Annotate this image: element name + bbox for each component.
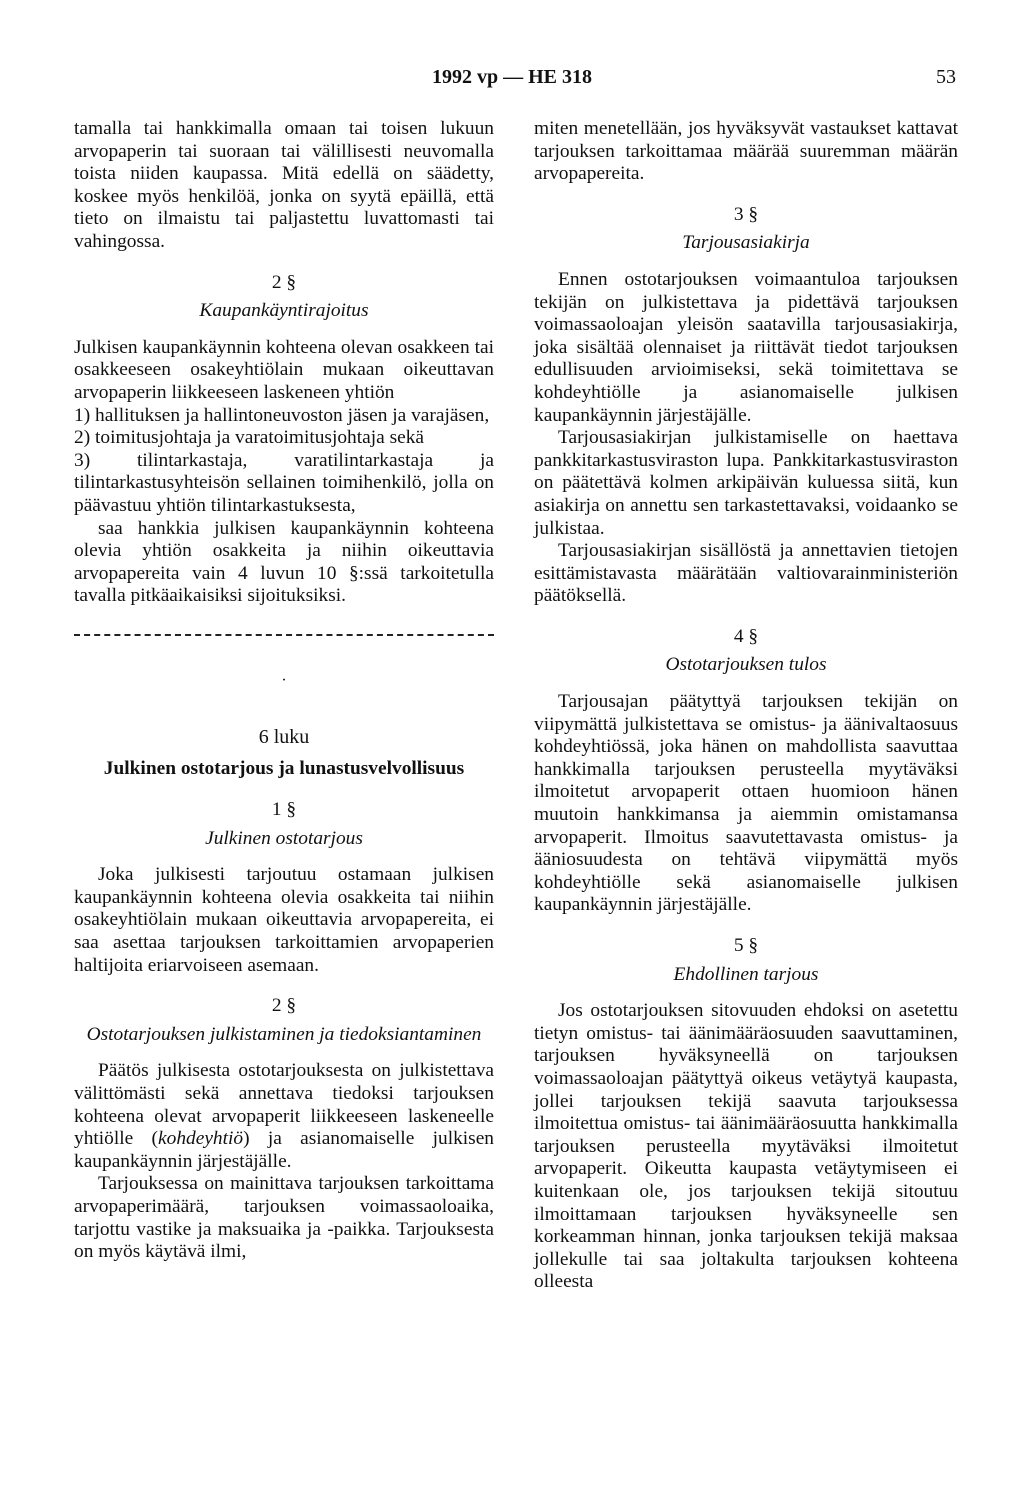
page-header: [0, 66, 1024, 96]
paragraph: Julkisen kaupankäynnin kohteena olevan osakkeen tai osakkeeseen osakeyhtiölain mukaan oikeuttavan arvopaperin liikkeeseen laskeneen yhtiön: [74, 336, 494, 403]
paragraph-text: Päätös julkisesta ostotarjouksesta on julkistettava välittömästi sekä annettava tiedoksi tarjouksen kohteena olevat arvopaperit liikkeeseen laskeneelle yhtiölle (: [74, 1060, 494, 1150]
section-number: 5 §: [733, 935, 759, 956]
section-title: Kaupankäyntirajoitus: [199, 300, 369, 322]
running-title: 1992 vp — HE 318: [431, 66, 593, 88]
paragraph: Ennen ostotarjouksen voimaantuloa tarjouksen tekijän on julkistettava ja pidettävä tarjouksen voimassaoloajan yleisön saatavilla tarjousasiakirja, joka sisältää olennaiset ja riittävät tiedot tarjouksen edullisuuden arvioimiseksi, sekä toimitettava se kohdeyhtiölle ja asianomaiselle julkisen kaupankäynnin järjestäjälle.: [534, 268, 958, 426]
section-title: Julkinen ostotarjous: [205, 827, 363, 849]
paragraph: Tarjousasiakirjan sisällöstä ja annettavien tietojen esittämistavasta määrätään valtiovarainministeriön päätöksellä.: [534, 540, 958, 607]
list-item: 1) hallituksen ja hallintoneuvoston jäsen ja varajäsen,: [74, 404, 490, 426]
paragraph: [74, 1060, 494, 1173]
list-item: 2) toimitusjohtaja ja varatoimitusjohtaja sekä: [74, 427, 425, 449]
page-number: 53: [936, 66, 956, 88]
paragraph: Jos ostotarjouksen sitovuuden ehdoksi on asetettu tietyn omistus- tai äänimääräosuuden saavuttaminen, tarjouksen hyväksyneellä on tarjouksen voimassaoloajan päätyttyä oikeus vetäytyä kaupasta, jollei tarjouksen tekijä saavuta tarjouksessa ilmoitettua omistus- tai äänimääräosuutta hankkimalla tarjouksen perusteella myytäväksi ilmoitetut arvopaperit. Oikeutta kaupasta vetäytymiseen ei kuitenkaan ole, jos tarjouksen tekijä sitoutuu ilmoittamaan tarjouksen hyväksyneelle sen korkeamman hinnan, jonka tarjouksen tekijä maksaa jollekulle tai saa joltakulta tarjouksen kohteena olleesta: [534, 1000, 958, 1293]
section-title: Ostotarjouksen tulos: [665, 654, 827, 676]
chapter-title: Julkinen ostotarjous ja lunastusvelvollisuus: [103, 758, 465, 780]
section-title: Tarjousasiakirja: [682, 232, 810, 254]
section-number: 2 §: [271, 271, 297, 293]
paragraph: saa hankkia julkisen kaupankäynnin kohteena olevia yhtiön osakkeita ja niihin oikeuttavia arvopapereita vain 4 luvun 10 §:ssä tarkoitetulla tavalla pitkäaikaisiksi sijoituksiksi.: [74, 517, 494, 607]
paragraph: Tarjousajan päätyttyä tarjouksen tekijän on viipymättä julkistettava se omistus- ja äänivaltaosuus kohdeyhtiössä, joka hänen on mahdollista saavuttaa hankkimalla tarjouksen perusteella myytäväksi ilmoitetut arvopaperit ottaen huomioon hänen muutoin hankkimansa ja aiemmin omistamansa arvopaperit. Ilmoitus saavutettavasta omistus- ja ääniosuudesta on tehtävä viipymättä myös kohdeyhtiölle sekä asianomaiselle julkisen kaupankäynnin järjestäjälle.: [534, 691, 958, 916]
left-column: [74, 118, 494, 1264]
paragraph: Tarjousasiakirjan julkistamiselle on haettava pankkitarkastusviraston lupa. Pankkitarkastusviraston on päätettävä kolmen arkipäivän kuluessa siitä, kun asiakirja on annettu sen tarkastettavaksi, voidaanko se julkistaa.: [534, 427, 958, 539]
list-item: 3) tilintarkastaja, varatilintarkastaja ja tilintarkastusyhteisön sellainen toimihenkilö, jolla on päävastuu yhtiön tilintarkastuksesta,: [74, 449, 494, 516]
section-title: Ehdollinen tarjous: [673, 963, 819, 985]
right-column: [534, 118, 958, 1294]
paragraph-continuation: tamalla tai hankkimalla omaan tai toisen lukuun arvopaperin tai suoraan tai välillisesti neuvomalla toista niiden kaupassa. Mitä edellä on säädetty, koskee myös henkilöä, jonka on syytä epäillä, että tieto on ilmaistu tai paljastettu luvattomasti tai vahingossa.: [74, 118, 494, 252]
paragraph: Joka julkisesti tarjoutuu ostamaan julkisen kaupankäynnin kohteena olevia osakkeita tai niihin osakeyhtiölain mukaan oikeuttavia arvopapereita, ei saa asettaa tarjouksen tarkoittamien arvopaperien haltijoita eriarvoiseen asemaan.: [74, 864, 494, 976]
stray-dot: ·: [281, 671, 287, 689]
paragraph-continuation: miten menetellään, jos hyväksyvät vastaukset kattavat tarjouksen tarkoittamaa määrää suuremman määrän arvopapereita.: [534, 118, 958, 185]
section-number: 3 §: [733, 203, 759, 225]
section-title: Ostotarjouksen julkistaminen ja tiedoksiantaminen: [86, 1023, 482, 1045]
emphasized-term: kohdeyhtiö: [158, 1128, 244, 1150]
section-number: 1 §: [271, 799, 297, 821]
chapter-number: 6 luku: [258, 725, 310, 748]
section-divider: [74, 634, 494, 636]
section-number: 2 §: [271, 995, 297, 1017]
paragraph: Tarjouksessa on mainittava tarjouksen tarkoittama arvopaperimäärä, tarjouksen voimassaoloaika, tarjottu vastike ja maksuaika ja -paikka. Tarjouksesta on myös käytävä ilmi,: [74, 1173, 494, 1263]
section-number: 4 §: [733, 625, 759, 647]
paragraph-text: ) ja asianomaiselle julkisen kaupankäynnin järjestäjälle.: [74, 1128, 495, 1172]
